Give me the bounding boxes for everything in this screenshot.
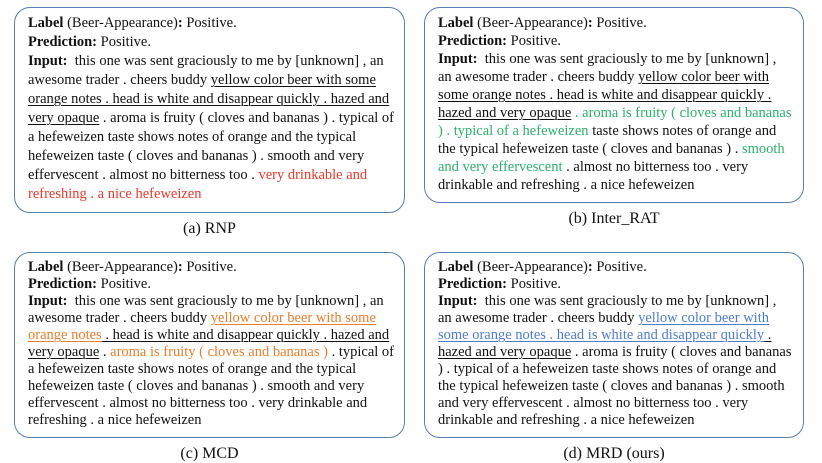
- label-line: Label (Beer-Appearance): Positive.: [438, 259, 647, 275]
- panel-mrd-ours: [424, 252, 804, 463]
- prediction-line: Prediction: Positive.: [28, 34, 151, 50]
- label-line: Label (Beer-Appearance): Positive.: [438, 15, 647, 31]
- prediction-line: Prediction: Positive.: [438, 33, 561, 49]
- input-text: Input: this one was sent graciously to me by [unknown] , an awesome trader . cheers buddy yellow color beer with some orange notes . head is white and disappear quickly . hazed and very opaque . aroma is fruity ( cloves and bananas ) . typical of a hefeweizen taste shows notes of orange and the typical hefeweizen taste ( cloves and bananas ) . smooth and very effervescent . almost no bitterness too . very drinkable and refreshing . a nice hefeweizen: [438, 293, 792, 428]
- panel-caption: (d) MRD (ours): [563, 445, 665, 462]
- input-text: Input: this one was sent graciously to me by [unknown] , an awesome trader . cheers buddy yellow color beer with some orange notes . head is white and disappear quickly . hazed and very opaque . aroma is fruity ( cloves and bananas ) . typical of a hefeweizen taste shows notes of orange and the typical hefeweizen taste ( cloves and bananas ) . smooth and very effervescent . almost no bitterness too . very drinkable and refreshing . a nice hefeweizen: [28, 293, 395, 428]
- panel-rnp: [14, 7, 405, 238]
- panel-mcd: [14, 252, 405, 463]
- input-text: Input: this one was sent graciously to me by [unknown] , an awesome trader . cheers buddy yellow color beer with some orange notes . head is white and disappear quickly . hazed and very opaque . aroma is fruity ( cloves and bananas ) . typical of a hefeweizen taste shows notes of orange and the typical hefeweizen taste ( cloves and bananas ) . smooth and very effervescent . almost no bitterness too . very drinkable and refreshing . a nice hefeweizen: [28, 53, 395, 202]
- label-line: Label (Beer-Appearance): Positive.: [28, 259, 237, 275]
- prediction-line: Prediction: Positive.: [28, 276, 151, 292]
- panel-caption: (c) MCD: [180, 445, 239, 462]
- prediction-line: Prediction: Positive.: [438, 276, 561, 292]
- panel-caption: (b) Inter_RAT: [568, 210, 660, 227]
- panel-inter-rat: [424, 7, 804, 228]
- panel-box: [14, 252, 405, 438]
- panel-box: [424, 7, 804, 203]
- panel-caption: (a) RNP: [183, 220, 236, 237]
- input-text: Input: this one was sent graciously to me by [unknown] , an awesome trader . cheers buddy yellow color beer with some orange notes . head is white and disappear quickly . hazed and very opaque . aroma is fruity ( cloves and bananas ) . typical of a hefeweizen taste shows notes of orange and the typical hefeweizen taste ( cloves and bananas ) . smooth and very effervescent . almost no bitterness too . very drinkable and refreshing . a nice hefeweizen: [438, 51, 792, 193]
- panel-box: [14, 7, 405, 213]
- panel-box: [424, 252, 804, 438]
- label-line: Label (Beer-Appearance): Positive.: [28, 15, 237, 31]
